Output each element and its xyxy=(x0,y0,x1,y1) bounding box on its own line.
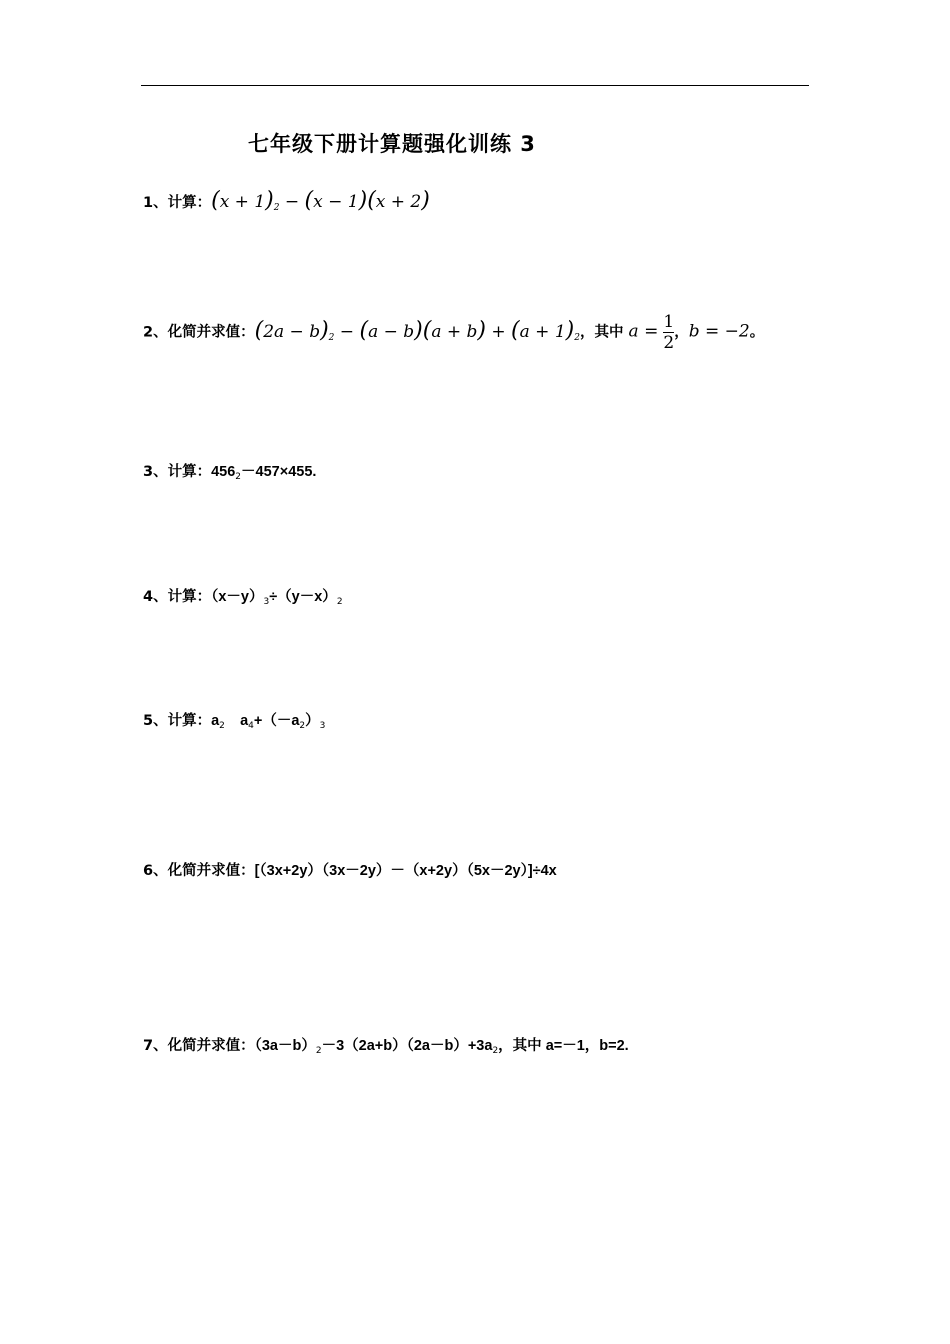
question-7 xyxy=(143,1034,629,1055)
question-7-part-2: －3（2a+b）（2a－b）+3a xyxy=(321,1038,493,1054)
question-7-part-1: （3a－b） xyxy=(254,1038,316,1054)
question-3-exponent: 2 xyxy=(235,472,242,482)
page-title: 七年级下册计算题强化训练 3 xyxy=(248,132,536,156)
question-7-exponent-1: 2 xyxy=(315,1046,322,1056)
question-3-rest: －457×455. xyxy=(241,464,317,480)
question-2 xyxy=(143,312,764,353)
question-6 xyxy=(143,859,557,880)
question-4-label: 4、计算： xyxy=(143,589,212,605)
question-5-label: 5、计算： xyxy=(143,713,212,729)
question-2-b-value: b = −2 xyxy=(688,321,750,342)
question-2-end: 。 xyxy=(749,324,765,341)
fraction-numerator: 1 xyxy=(663,312,675,332)
question-7-label: 7、化简并求值： xyxy=(143,1038,255,1054)
question-5-exponent-1: 2 xyxy=(219,721,225,731)
question-1-label: 1、计算： xyxy=(143,195,212,211)
question-1 xyxy=(143,188,430,213)
question-5-term-1: a xyxy=(211,713,220,729)
question-2-fraction xyxy=(663,312,674,353)
question-2-a-lhs: a = xyxy=(628,321,659,342)
question-2-where: ，其中 xyxy=(579,324,624,341)
question-4-part-2: ÷（y－x） xyxy=(269,589,337,605)
question-6-expression: [（3x+2y）（3x－2y）－（x+2y）（5x－2y）]÷4x xyxy=(254,863,557,879)
question-5-exponent-2: 4 xyxy=(248,721,254,731)
question-5-term-3: +（－a xyxy=(253,713,300,729)
question-3 xyxy=(143,460,316,481)
question-4-part-1: （x－y） xyxy=(211,589,264,605)
question-1-expression: (x + 1)2 − (x − 1)(x + 2) xyxy=(211,188,430,213)
header-rule xyxy=(141,85,809,86)
question-2-comma: ， xyxy=(674,324,689,341)
question-5-term-2: a xyxy=(240,713,249,729)
question-3-base: 456 xyxy=(211,464,236,480)
fraction-denominator: 2 xyxy=(663,333,675,353)
question-7-part-3: ，其中 a=－1，b=2. xyxy=(498,1038,629,1054)
question-5-term-4: ） xyxy=(305,713,320,729)
question-2-expression: (2a − b)2 − (a − b)(a + b) + (a + 1)2 xyxy=(254,317,580,343)
question-5-exponent-4: 3 xyxy=(319,721,326,731)
question-7-exponent-2: 2 xyxy=(492,1046,499,1056)
question-4-exponent-2: 2 xyxy=(336,597,343,607)
question-2-label: 2、化简并求值： xyxy=(143,324,255,341)
question-3-label: 3、计算： xyxy=(143,464,212,480)
question-5 xyxy=(143,709,325,730)
question-6-label: 6、化简并求值： xyxy=(143,863,255,879)
question-5-exponent-3: 2 xyxy=(299,721,306,731)
question-4 xyxy=(143,585,343,606)
question-4-exponent-1: 3 xyxy=(263,597,270,607)
